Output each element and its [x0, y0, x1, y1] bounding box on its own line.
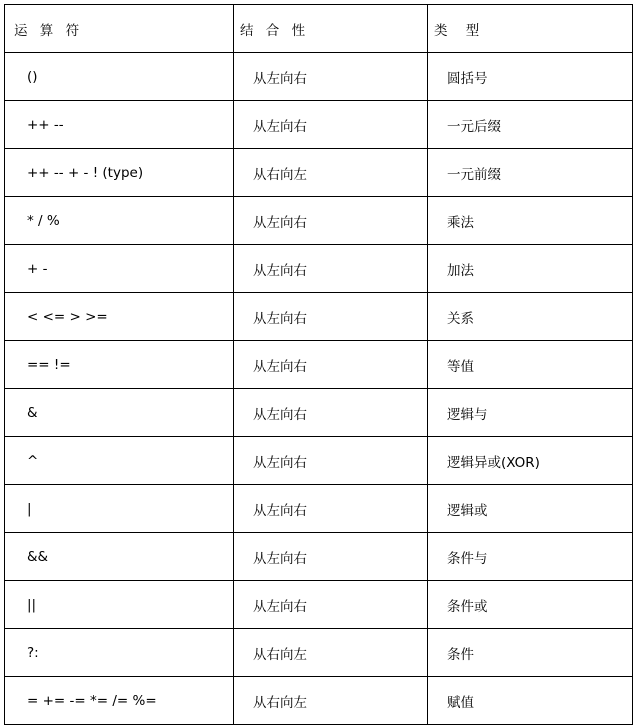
header-row — [5, 5, 633, 53]
operator-cell: ?: — [5, 629, 234, 677]
type-cell: 条件或 — [428, 581, 633, 629]
header-operator: 运 算 符 — [5, 5, 234, 53]
operator-cell: ++ -- + - ! (type) — [5, 149, 234, 197]
type-cell: 逻辑异或(XOR) — [428, 437, 633, 485]
operator-cell: & — [5, 389, 234, 437]
table-row — [5, 581, 633, 629]
table-row — [5, 629, 633, 677]
operator-cell: == != — [5, 341, 234, 389]
associativity-cell: 从左向右 — [234, 485, 428, 533]
type-cell: 一元后缀 — [428, 101, 633, 149]
table-row — [5, 677, 633, 725]
header-type: 类 型 — [428, 5, 633, 53]
type-cell: 条件 — [428, 629, 633, 677]
type-cell: 乘法 — [428, 197, 633, 245]
table-row — [5, 533, 633, 581]
table-row — [5, 341, 633, 389]
type-cell: 等值 — [428, 341, 633, 389]
operator-cell: * / % — [5, 197, 234, 245]
table-row — [5, 101, 633, 149]
table-row — [5, 53, 633, 101]
associativity-cell: 从左向右 — [234, 197, 428, 245]
table-header — [5, 5, 633, 53]
associativity-cell: 从左向右 — [234, 293, 428, 341]
associativity-cell: 从左向右 — [234, 437, 428, 485]
associativity-cell: 从左向右 — [234, 389, 428, 437]
type-cell: 一元前缀 — [428, 149, 633, 197]
table-row — [5, 293, 633, 341]
header-associativity: 结 合 性 — [234, 5, 428, 53]
table-row — [5, 197, 633, 245]
associativity-cell: 从右向左 — [234, 677, 428, 725]
type-cell: 逻辑与 — [428, 389, 633, 437]
associativity-cell: 从左向右 — [234, 245, 428, 293]
operator-cell: + - — [5, 245, 234, 293]
associativity-cell: 从左向右 — [234, 581, 428, 629]
table-row — [5, 389, 633, 437]
table-body — [5, 53, 633, 725]
table-row — [5, 437, 633, 485]
associativity-cell: 从左向右 — [234, 533, 428, 581]
table-row — [5, 245, 633, 293]
operator-precedence-table — [4, 4, 633, 725]
type-cell: 逻辑或 — [428, 485, 633, 533]
operator-cell: = += -= *= /= %= — [5, 677, 234, 725]
operator-cell: ^ — [5, 437, 234, 485]
table-row — [5, 485, 633, 533]
type-cell: 条件与 — [428, 533, 633, 581]
operator-cell: && — [5, 533, 234, 581]
associativity-cell: 从左向右 — [234, 53, 428, 101]
operator-cell: || — [5, 581, 234, 629]
associativity-cell: 从右向左 — [234, 629, 428, 677]
operator-cell: ++ -- — [5, 101, 234, 149]
type-cell: 赋值 — [428, 677, 633, 725]
operator-cell: | — [5, 485, 234, 533]
associativity-cell: 从右向左 — [234, 149, 428, 197]
type-cell: 圆括号 — [428, 53, 633, 101]
associativity-cell: 从左向右 — [234, 341, 428, 389]
operator-cell: < <= > >= — [5, 293, 234, 341]
type-cell: 关系 — [428, 293, 633, 341]
associativity-cell: 从左向右 — [234, 101, 428, 149]
operator-cell: () — [5, 53, 234, 101]
table-row — [5, 149, 633, 197]
type-cell: 加法 — [428, 245, 633, 293]
